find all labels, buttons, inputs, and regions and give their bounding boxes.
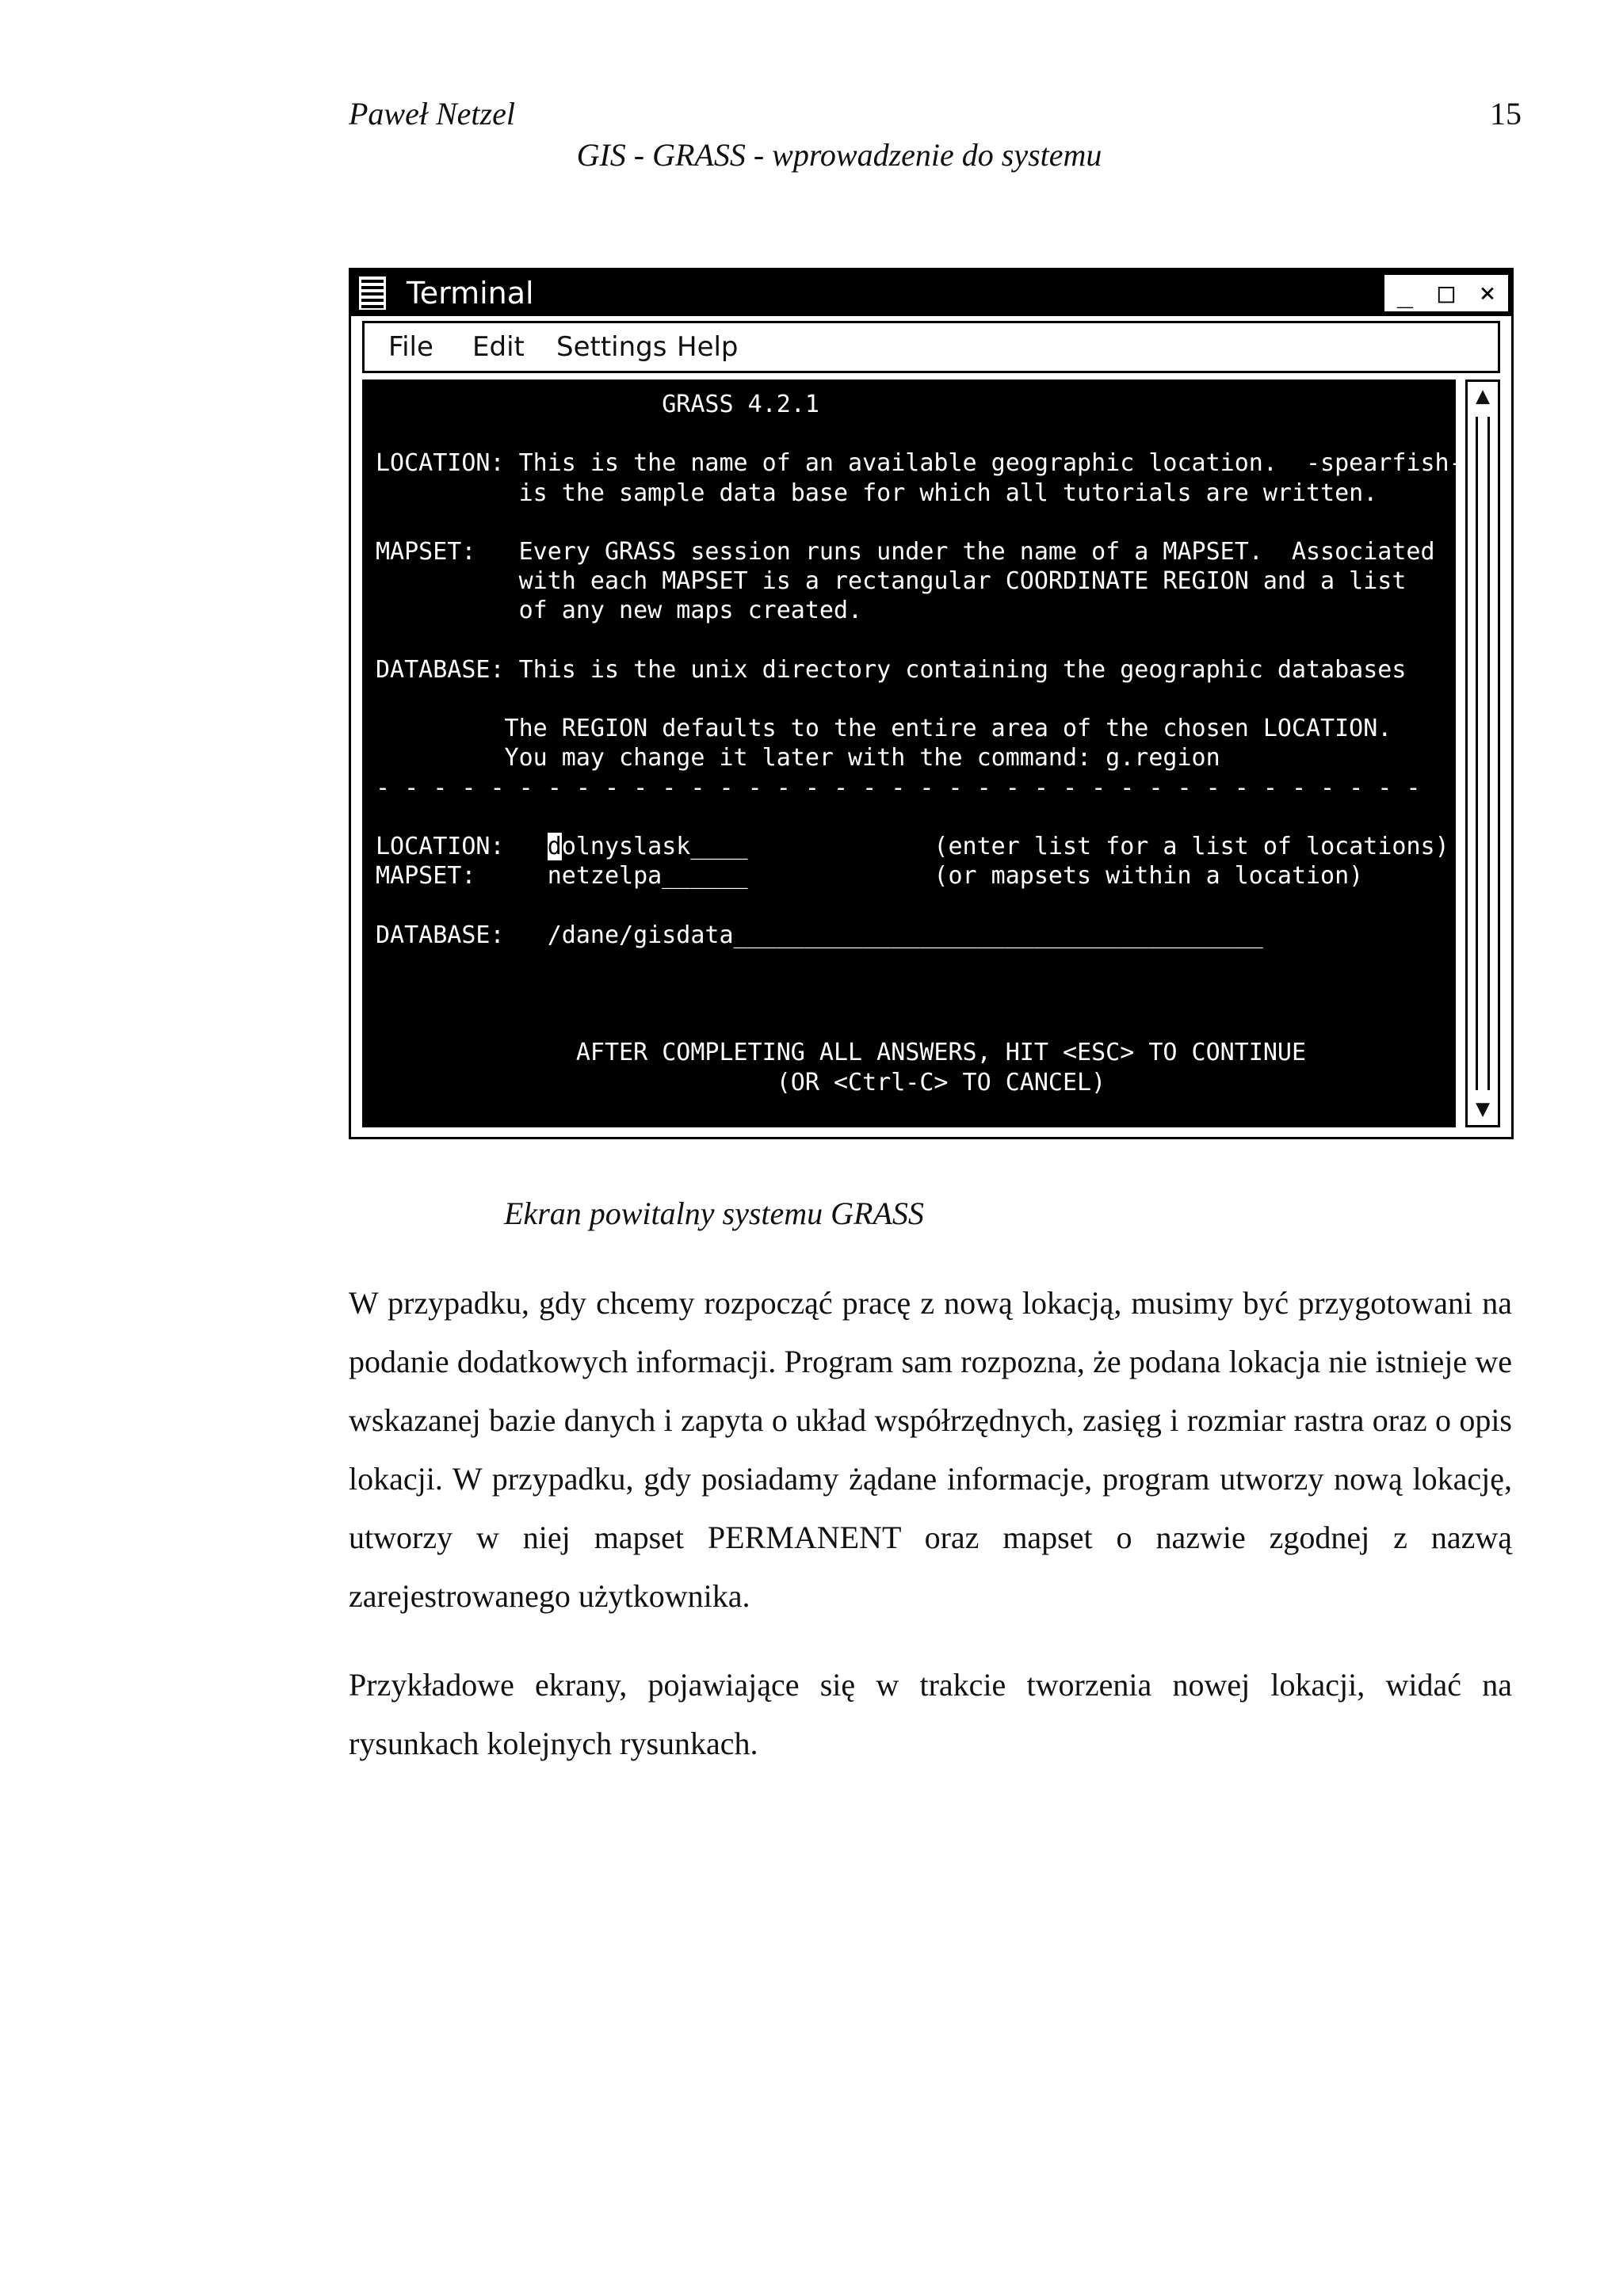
line-cancel-instructions: (OR <Ctrl-C> TO CANCEL): [376, 1068, 1106, 1097]
maximize-icon[interactable]: □: [1438, 277, 1455, 309]
scrollbar-track[interactable]: [1476, 417, 1490, 1090]
page-subtitle: GIS - GRASS - wprowadzenie do systemu: [576, 137, 1102, 173]
page-author: Paweł Netzel: [349, 96, 515, 132]
line-continue-instructions: AFTER COMPLETING ALL ANSWERS, HIT <ESC> TO CONTINUE: [376, 1039, 1306, 1067]
scroll-up-icon[interactable]: ▲: [1475, 382, 1491, 410]
terminal-titlebar[interactable]: [351, 270, 1511, 316]
location-input[interactable]: olnyslask____ (enter list for a list of locations): [561, 833, 1449, 861]
menu-edit[interactable]: Edit: [472, 331, 525, 363]
line-database-help: DATABASE: This is the unix directory containing the geographic databases: [376, 655, 1407, 684]
close-icon[interactable]: ×: [1479, 277, 1496, 309]
location-label: LOCATION:: [376, 833, 548, 861]
menu-help[interactable]: Help: [677, 331, 739, 363]
line-location-help-2: is the sample data base for which all tutorials are written.: [376, 479, 1378, 507]
database-field-row[interactable]: DATABASE: /dane/gisdata_____________________________________: [376, 921, 1263, 949]
minimize-icon[interactable]: _: [1396, 277, 1414, 309]
line-region-help-1: The REGION defaults to the entire area of the chosen LOCATION.: [376, 715, 1392, 743]
line-region-help-2: You may change it later with the command: g.region: [376, 744, 1220, 772]
line-location-help-1: LOCATION: This is the name of an available geographic location. -spearfish-: [376, 449, 1464, 478]
line-mapset-help-2: with each MAPSET is a rectangular COORDINATE REGION and a list: [376, 567, 1407, 596]
line-grass-version: GRASS 4.2.1: [376, 391, 819, 418]
menu-file[interactable]: File: [388, 331, 433, 363]
text-cursor: d: [547, 833, 562, 861]
menu-settings[interactable]: Settings: [556, 331, 667, 363]
terminal-text: [376, 390, 1464, 1097]
terminal-screen[interactable]: [362, 379, 1464, 1127]
window-menu-icon[interactable]: [359, 277, 386, 310]
body-paragraph: Przykładowe ekrany, pojawiające się w trakcie tworzenia nowej lokacji, widać na rysunkach kolejnych rysunkach.: [349, 1667, 1512, 1761]
figure-caption: Ekran powitalny systemu GRASS: [504, 1196, 924, 1231]
body-paragraph: W przypadku, gdy chcemy rozpocząć pracę z nową lokacją, musimy być przygotowani na podanie dodatkowych informacji. Program sam rozpozna, że podana lokacja nie istnieje we wskazanej bazie danych i zapyta o układ współrzędnych, zasięg i rozmiar rastra oraz o opis lokacji. W przypadku, gdy posiadamy żądane informacje, program utworzy nową lokację, utworzy w niej mapset PERMANENT oraz mapset o nazwie zgodnej z nazwą zarejestrowanego użytkownika.: [349, 1285, 1512, 1614]
line-mapset-help-1: MAPSET: Every GRASS session runs under the name of a MAPSET. Associated: [376, 538, 1435, 566]
dashed-separator: - - - - - - - - - - - - - - - - - - - - - - - - - - - - - - - - - - - - -: [376, 773, 1421, 802]
terminal-scrollbar[interactable]: [1465, 379, 1500, 1127]
mapset-field-row[interactable]: MAPSET: netzelpa______ (or mapsets within a location): [376, 862, 1364, 891]
terminal-title: Terminal: [407, 276, 534, 311]
location-field-row[interactable]: [376, 833, 1449, 860]
terminal-menubar: [362, 321, 1500, 373]
window-buttons: [1384, 275, 1508, 311]
page-number: 15: [1490, 96, 1522, 132]
scroll-down-icon[interactable]: ▼: [1475, 1095, 1491, 1123]
line-mapset-help-3: of any new maps created.: [376, 597, 863, 625]
terminal-window: [349, 268, 1514, 1139]
